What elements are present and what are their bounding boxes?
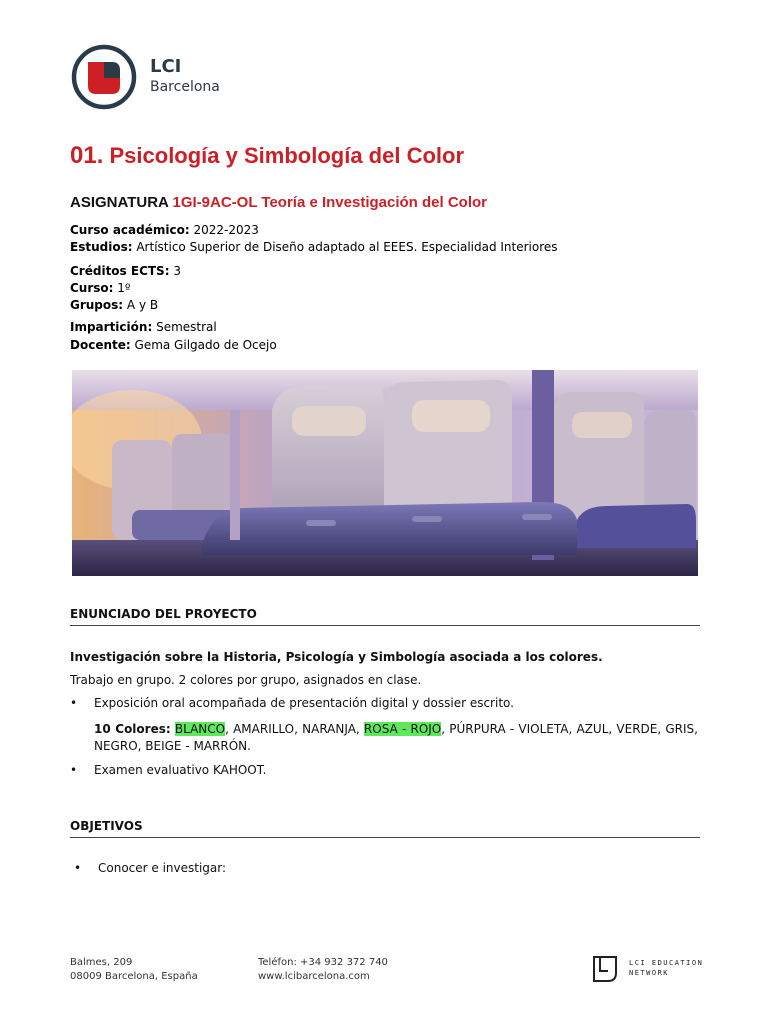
list-item: [70, 696, 514, 710]
info-curso-academico: [70, 222, 259, 239]
brand-name: LCI: [150, 56, 182, 77]
info-grupos: [70, 297, 158, 314]
list-item-text: Exposición oral acompañada de presentación digital y dossier escrito.: [94, 696, 514, 710]
logo-text: [150, 56, 220, 96]
lci-network-logo-icon: [592, 955, 618, 988]
info-label: Docente:: [70, 338, 131, 352]
info-label: Grupos:: [70, 298, 124, 312]
info-value: 3: [173, 264, 181, 278]
info-value: 2022-2023: [193, 223, 259, 237]
cabin-seats-image: [72, 370, 698, 576]
info-value: A y B: [126, 298, 159, 312]
bullet-icon: •: [70, 763, 78, 777]
title-number: 01.: [70, 142, 104, 169]
bullet-icon: •: [74, 861, 82, 875]
info-label: Estudios:: [70, 240, 133, 254]
info-value: Semestral: [156, 320, 217, 334]
colors-rest: , PÚRPURA - VIOLETA, AZUL, VERDE, GRIS, NEGRO, BEIGE - MARRÓN.: [94, 722, 698, 753]
footer-network-line2: NETWORK: [629, 969, 670, 977]
info-docente: [70, 337, 277, 354]
lci-logo-icon: [70, 44, 138, 110]
highlight-blanco: BLANCO: [174, 722, 226, 736]
highlight-rosa-rojo: ROSA - ROJO: [363, 722, 442, 736]
enunciado-intro: Investigación sobre la Historia, Psicología y Simbología asociada a los colores.: [70, 650, 603, 664]
footer-address: [70, 956, 198, 984]
info-label: Créditos ECTS:: [70, 264, 170, 278]
footer-website-link[interactable]: www.lcibarcelona.com: [258, 971, 370, 982]
colors-label: 10 Colores:: [94, 722, 171, 736]
colors-mid: , AMARILLO, NARANJA,: [225, 722, 360, 736]
footer-address-line1: Balmes, 209: [70, 957, 133, 968]
footer-address-line2: 08009 Barcelona, España: [70, 971, 198, 982]
info-creditos: [70, 263, 181, 280]
footer-phone: Teléfon: +34 932 372 740: [258, 957, 388, 968]
footer-network: [629, 958, 703, 978]
info-label: Impartición:: [70, 320, 153, 334]
info-imparticion: [70, 319, 217, 336]
section-heading-objetivos: OBJETIVOS: [70, 819, 700, 838]
cabin-illustration: [72, 370, 698, 576]
info-value: Artístico Superior de Diseño adaptado al EEES. Especialidad Interiores: [136, 240, 558, 254]
list-item-text: Conocer e investigar:: [98, 861, 227, 875]
enunciado-grupo: Trabajo en grupo. 2 colores por grupo, asignados en clase.: [70, 673, 422, 687]
brand-city: Barcelona: [150, 79, 220, 95]
info-estudios: [70, 239, 558, 256]
info-value: Gema Gilgado de Ocejo: [134, 338, 277, 352]
bullet-icon: •: [70, 696, 78, 710]
list-item: [70, 763, 266, 777]
info-curso: [70, 280, 131, 297]
info-label: Curso:: [70, 281, 114, 295]
title-text: Psicología y Simbología del Color: [109, 143, 465, 168]
page-title: [70, 142, 464, 170]
subject-line: [70, 194, 487, 211]
info-value: 1º: [117, 281, 131, 295]
subject-label: ASIGNATURA: [70, 194, 169, 211]
list-item: [74, 861, 226, 875]
subject-code: 1GI-9AC-OL Teoría e Investigación del Color: [172, 194, 488, 211]
footer-contact: [258, 956, 388, 984]
info-label: Curso académico:: [70, 223, 190, 237]
footer-network-line1: LCI EDUCATION: [629, 959, 704, 967]
section-heading-enunciado: ENUNCIADO DEL PROYECTO: [70, 607, 700, 626]
list-item-text: Examen evaluativo KAHOOT.: [94, 763, 267, 777]
colors-list: [94, 721, 698, 755]
